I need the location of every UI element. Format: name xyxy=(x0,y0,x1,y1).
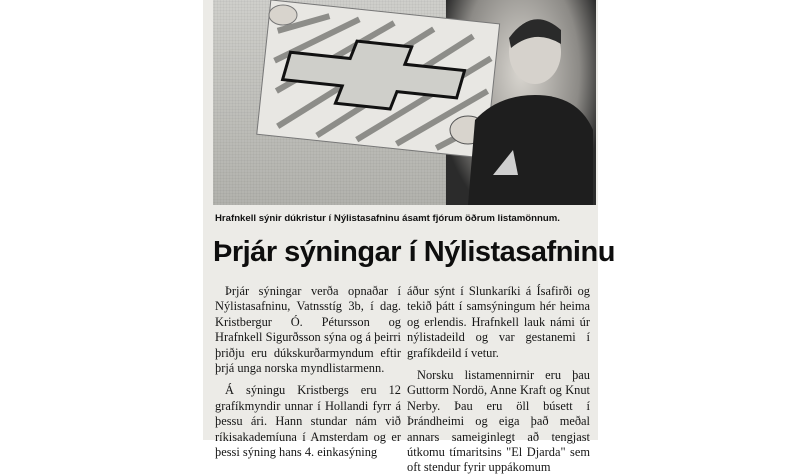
newspaper-clipping xyxy=(203,0,615,475)
woodcut-print-illustration xyxy=(213,0,586,205)
article-column-right xyxy=(407,284,590,476)
paragraph: Norsku listamennirnir eru þau Guttorm Nordö, Anne Kraft og Knut Nerby. Þau eru öll búsett í Þrándheimi og eiga það meðal annars sameiginlegt að tengjast útkomu tímaritsins "El Djarda" sem oft stendur fyrir uppákomum xyxy=(407,368,590,475)
article-column-left xyxy=(215,284,401,460)
paragraph: Á sýningu Kristbergs eru 12 grafíkmyndir unnar í Hollandi fyrr á þessu ári. Hann stundar nám við ríkisakademíuna í Amsterdam og er þessi sýning hans 4. einkasýning xyxy=(215,383,401,460)
article-photo xyxy=(213,0,586,205)
article-headline: Þrjár sýningar í Nýlistasafninu xyxy=(213,236,615,268)
paragraph: áður sýnt í Slunkaríki á Ísafirði og tekið þátt í samsýningum hér heima og erlendis. Hrafnkell lauk námi úr nýlistadeild og var gestanemi í grafíkdeild í vetur. xyxy=(407,284,590,360)
paragraph: Þrjár sýningar verða opnaðar í Nýlistasafninu, Vatnsstíg 3b, í dag. Kristbergur Ó. Pétursson og Hrafnkell Sigurðsson sýna og á þeirri þriðju eru dúkskurðarmyndum eftir þrjá unga norska myndlistarmenn. xyxy=(215,284,401,376)
photo-caption: Hrafnkell sýnir dúkristur í Nýlistasafninu ásamt fjórum öðrum listamönnum. xyxy=(215,213,560,224)
